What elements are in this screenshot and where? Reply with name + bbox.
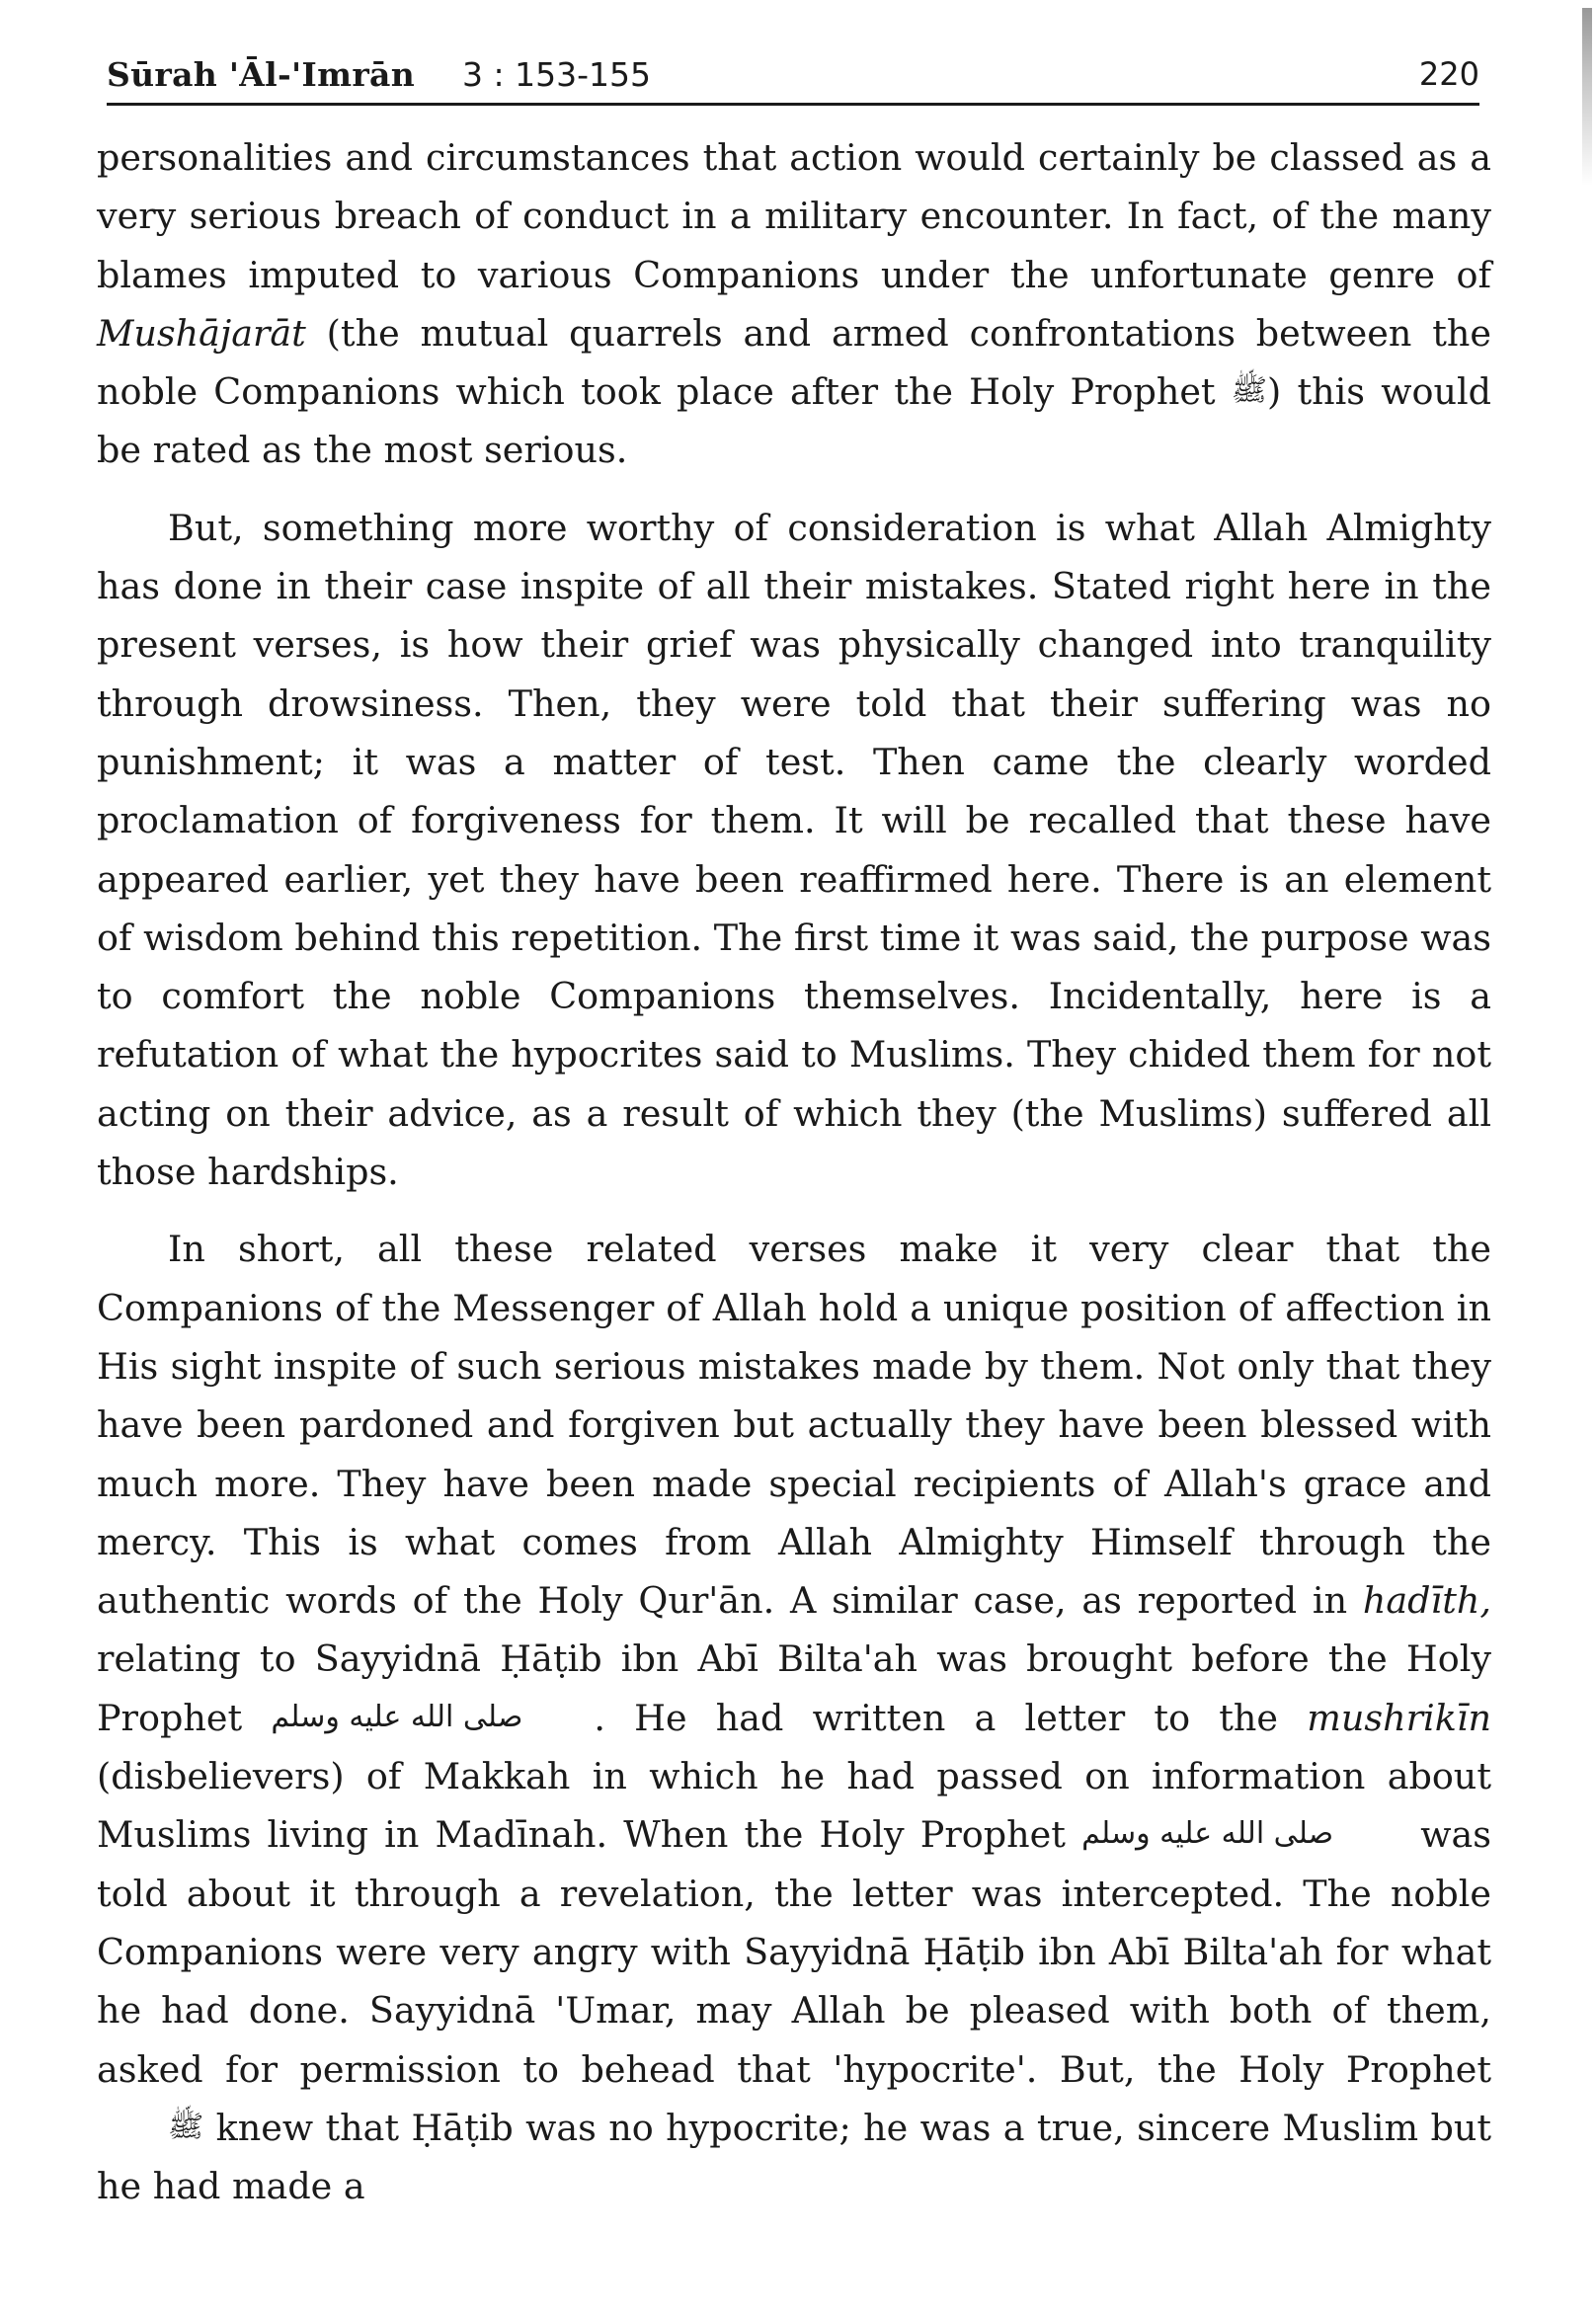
paragraph-3-text-c: . He had written a letter to the — [594, 1696, 1308, 1739]
page-edge-mark — [1582, 8, 1592, 186]
salutation-arabic: صلى الله عليه وسلم — [1081, 1816, 1334, 1852]
paragraph-2: But, something more worthy of consideration is what Allah Almighty has done in their case inspite of all their mistakes. Stated right here in the present verses, is how their grief was physically changed into tranquility through drowsiness. Then, they were told that their suffering was no punishment; it was a matter of test. Then came the clearly worded proclamation of forgiveness for them. It will be recalled that these have appeared earlier, yet they have been reaffirmed here. There is an element of wisdom behind this repetition. The first time it was said, the purpose was to comfort the noble Companions themselves. Incidentally, here is a refutation of what the hypocrites said to Muslims. They chided them for not acting on their advice, as a result of which they (the Muslims) suffered all those hardships. — [97, 506, 1491, 1194]
paragraph-3-text-a: In short, all these related verses make it very clear that the Companions of the Messenger of Allah hold a unique position of affection in His sight inspite of such serious mistakes made by them. Not only that they have been pardoned and forgiven but actually they have been blessed with much more. They have been made special recipients of Allah's grace and mercy. This is what comes from Allah Almighty Himself through the authentic words of the Holy Qur'ān. A similar case, as reported in — [97, 1228, 1491, 1623]
term-mushajarat: Mushājarāt — [97, 311, 306, 355]
paragraph-1-text-c: ) this would be rated as the most serious. — [97, 370, 1491, 472]
header-rule — [107, 103, 1479, 106]
salutation-symbol: ﷺ — [1231, 373, 1268, 409]
verse-reference: 3 : 153-155 — [462, 55, 651, 94]
body-text — [97, 128, 1491, 2234]
paragraph-1-text-b: (the mutual quarrels and armed confrontations between the noble Companions which took place after the Holy Prophet — [97, 311, 1491, 414]
running-head — [107, 40, 1479, 109]
paragraph-3-text-f: knew that Ḥāṭib was no hypocrite; he was a true, sincere Muslim but he had made a — [97, 2106, 1491, 2208]
salutation-symbol: ﷺ — [168, 2109, 204, 2144]
paragraph-3-text-e: was told about it through a revelation, the letter was intercepted. The noble Companions were very angry with Sayyidnā Ḥāṭib ibn Abī Bilta'ah for what he had done. Sayyidnā 'Umar, may Allah be pleased with both of them, asked for permission to behead that 'hypocrite'. But, the Holy Prophet — [97, 1813, 1492, 2091]
paragraph-1 — [97, 128, 1491, 480]
surah-title: Sūrah 'Āl-'Imrān — [107, 55, 416, 94]
paragraph-3 — [97, 1220, 1491, 2215]
paragraph-3-text-d: (disbelievers) of Makkah in which he had passed on information about Muslims living in Madīnah. When the Holy Prophet — [97, 1755, 1491, 1857]
term-hadith: hadīth, — [1362, 1579, 1491, 1623]
salutation-arabic: صلى الله عليه وسلم — [271, 1699, 523, 1734]
paragraph-1-text-a: personalities and circumstances that action would certainly be classed as a very serious breach of conduct in a military encounter. In fact, of the many blames imputed to various Companions under the unfortunate genre of — [97, 136, 1491, 296]
page-number: 220 — [1418, 55, 1479, 93]
term-mushrikin: mushrikīn — [1307, 1696, 1491, 1739]
paragraph-3-text-b: relating to Sayyidnā Ḥāṭib ibn Abī Bilta'ah was brought before the Holy Prophet — [97, 1637, 1491, 1739]
